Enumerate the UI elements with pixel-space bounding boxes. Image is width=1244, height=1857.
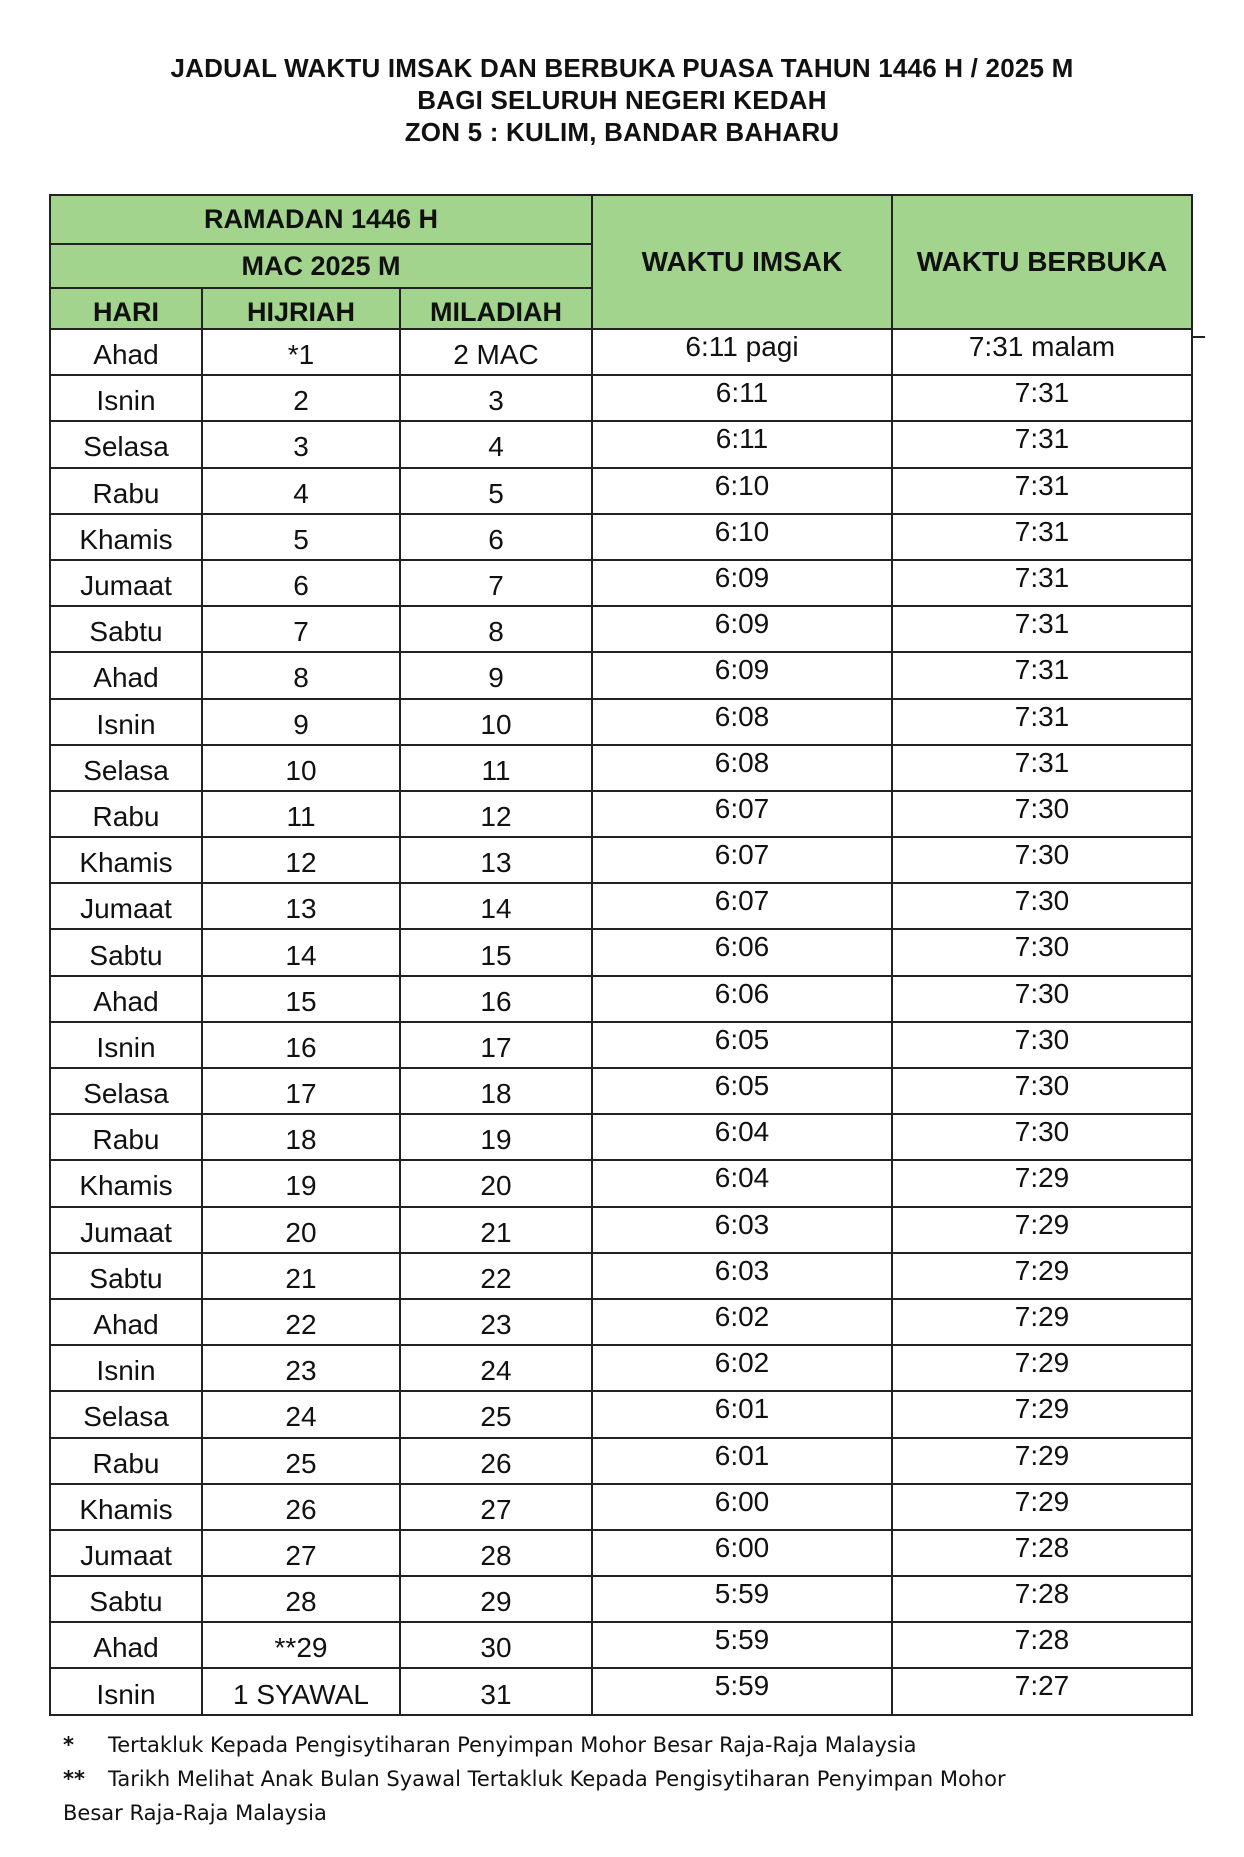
cell-waktu-berbuka: 7:30 [892, 976, 1192, 1022]
cell-waktu-berbuka: 7:31 [892, 606, 1192, 652]
cell-waktu-imsak: 6:04 [592, 1160, 892, 1206]
cell-hijriah: 21 [202, 1253, 400, 1299]
footnote-mark: * [63, 1733, 74, 1757]
table-row [50, 837, 1192, 883]
cell-waktu-berbuka: 7:29 [892, 1484, 1192, 1530]
cell-waktu-berbuka: 7:29 [892, 1345, 1192, 1391]
cell-waktu-imsak: 6:09 [592, 606, 892, 652]
cell-waktu-berbuka: 7:30 [892, 883, 1192, 929]
cell-hari: Ahad [50, 1622, 202, 1668]
footnote-mark: ** [63, 1767, 85, 1791]
cell-waktu-berbuka: 7:30 [892, 837, 1192, 883]
cell-hari: Selasa [50, 1068, 202, 1114]
table-row [50, 1576, 1192, 1622]
cell-miladiah: 10 [400, 699, 592, 745]
cell-hari: Isnin [50, 1345, 202, 1391]
cell-hari: Khamis [50, 837, 202, 883]
cell-waktu-imsak: 6:02 [592, 1345, 892, 1391]
cell-hari: Rabu [50, 791, 202, 837]
cell-miladiah: 2 MAC [400, 329, 592, 375]
cell-miladiah: 7 [400, 560, 592, 606]
cell-hijriah: 3 [202, 421, 400, 467]
cell-miladiah: 15 [400, 929, 592, 975]
cell-waktu-berbuka: 7:31 [892, 375, 1192, 421]
cell-hari: Selasa [50, 421, 202, 467]
table-row [50, 1253, 1192, 1299]
cell-hijriah: 22 [202, 1299, 400, 1345]
cell-waktu-berbuka: 7:31 [892, 699, 1192, 745]
table-edge-tick [1191, 336, 1205, 338]
cell-waktu-imsak: 6:00 [592, 1484, 892, 1530]
cell-miladiah: 12 [400, 791, 592, 837]
cell-hijriah: 20 [202, 1207, 400, 1253]
cell-waktu-imsak: 6:07 [592, 791, 892, 837]
cell-miladiah: 17 [400, 1022, 592, 1068]
table-row [50, 1114, 1192, 1160]
cell-waktu-imsak: 6:08 [592, 699, 892, 745]
cell-hari: Sabtu [50, 1576, 202, 1622]
cell-miladiah: 25 [400, 1391, 592, 1437]
table-row [50, 1160, 1192, 1206]
cell-waktu-imsak: 5:59 [592, 1622, 892, 1668]
cell-hari: Isnin [50, 1668, 202, 1714]
cell-waktu-berbuka: 7:29 [892, 1391, 1192, 1437]
cell-waktu-imsak: 6:06 [592, 976, 892, 1022]
cell-waktu-imsak: 6:07 [592, 883, 892, 929]
table-row [50, 1530, 1192, 1576]
cell-hijriah: 2 [202, 375, 400, 421]
cell-miladiah: 20 [400, 1160, 592, 1206]
cell-waktu-berbuka: 7:31 [892, 514, 1192, 560]
cell-waktu-imsak: 6:08 [592, 745, 892, 791]
cell-waktu-berbuka: 7:29 [892, 1299, 1192, 1345]
cell-miladiah: 16 [400, 976, 592, 1022]
cell-hijriah: 12 [202, 837, 400, 883]
cell-hijriah: 6 [202, 560, 400, 606]
cell-miladiah: 6 [400, 514, 592, 560]
table-row [50, 1438, 1192, 1484]
cell-hijriah: *1 [202, 329, 400, 375]
cell-waktu-imsak: 6:11 [592, 375, 892, 421]
cell-waktu-imsak: 6:00 [592, 1530, 892, 1576]
cell-waktu-imsak: 6:04 [592, 1114, 892, 1160]
cell-hijriah: 28 [202, 1576, 400, 1622]
cell-waktu-berbuka: 7:28 [892, 1622, 1192, 1668]
cell-hijriah: 24 [202, 1391, 400, 1437]
cell-waktu-imsak: 6:09 [592, 560, 892, 606]
cell-waktu-imsak: 6:11 [592, 421, 892, 467]
cell-hari: Jumaat [50, 560, 202, 606]
cell-hijriah: 17 [202, 1068, 400, 1114]
cell-hari: Khamis [50, 1160, 202, 1206]
footnote-2 [63, 1762, 1163, 1796]
cell-miladiah: 24 [400, 1345, 592, 1391]
table-row [50, 791, 1192, 837]
table-row [50, 1391, 1192, 1437]
cell-hari: Jumaat [50, 1207, 202, 1253]
cell-waktu-imsak: 6:03 [592, 1207, 892, 1253]
cell-hari: Sabtu [50, 606, 202, 652]
cell-hari: Sabtu [50, 1253, 202, 1299]
title-line-2: BAGI SELURUH NEGERI KEDAH [417, 85, 827, 115]
cell-waktu-imsak: 6:11 pagi [592, 329, 892, 375]
cell-hari: Khamis [50, 1484, 202, 1530]
cell-waktu-imsak: 5:59 [592, 1668, 892, 1714]
header-hijriah: HIJRIAH [202, 288, 400, 329]
table-row [50, 883, 1192, 929]
cell-waktu-imsak: 6:02 [592, 1299, 892, 1345]
cell-miladiah: 28 [400, 1530, 592, 1576]
footnote-text: Tertakluk Kepada Pengisytiharan Penyimpan Mohor Besar Raja-Raja Malaysia [108, 1733, 917, 1757]
cell-miladiah: 13 [400, 837, 592, 883]
cell-hari: Selasa [50, 1391, 202, 1437]
cell-hijriah: 13 [202, 883, 400, 929]
table-row [50, 468, 1192, 514]
table-row [50, 1207, 1192, 1253]
cell-waktu-berbuka: 7:31 [892, 560, 1192, 606]
table-row [50, 1484, 1192, 1530]
page-title [0, 52, 1244, 148]
footnotes [63, 1728, 1163, 1830]
table-row [50, 745, 1192, 791]
cell-waktu-berbuka: 7:28 [892, 1576, 1192, 1622]
table-row [50, 699, 1192, 745]
cell-waktu-imsak: 6:07 [592, 837, 892, 883]
cell-hari: Sabtu [50, 929, 202, 975]
table-row [50, 1299, 1192, 1345]
table-row [50, 375, 1192, 421]
cell-waktu-imsak: 6:06 [592, 929, 892, 975]
cell-hijriah: 9 [202, 699, 400, 745]
cell-hijriah: 8 [202, 652, 400, 698]
table-row [50, 1668, 1192, 1714]
cell-hijriah: 4 [202, 468, 400, 514]
cell-miladiah: 18 [400, 1068, 592, 1114]
cell-miladiah: 19 [400, 1114, 592, 1160]
cell-hari: Rabu [50, 1438, 202, 1484]
cell-hari: Isnin [50, 699, 202, 745]
cell-hijriah: **29 [202, 1622, 400, 1668]
cell-miladiah: 29 [400, 1576, 592, 1622]
cell-waktu-imsak: 6:01 [592, 1438, 892, 1484]
cell-waktu-berbuka: 7:31 malam [892, 329, 1192, 375]
cell-waktu-berbuka: 7:31 [892, 468, 1192, 514]
cell-hari: Ahad [50, 976, 202, 1022]
cell-waktu-imsak: 6:10 [592, 514, 892, 560]
cell-miladiah: 5 [400, 468, 592, 514]
table-row [50, 976, 1192, 1022]
footnote-2-continuation: Besar Raja-Raja Malaysia [63, 1801, 327, 1825]
cell-hari: Isnin [50, 375, 202, 421]
cell-hijriah: 23 [202, 1345, 400, 1391]
cell-waktu-berbuka: 7:30 [892, 1068, 1192, 1114]
schedule-table [49, 194, 1193, 1716]
table-row [50, 1345, 1192, 1391]
cell-hijriah: 16 [202, 1022, 400, 1068]
table-row [50, 560, 1192, 606]
cell-miladiah: 23 [400, 1299, 592, 1345]
cell-miladiah: 4 [400, 421, 592, 467]
cell-hijriah: 1 SYAWAL [202, 1668, 400, 1714]
cell-waktu-berbuka: 7:30 [892, 791, 1192, 837]
cell-miladiah: 31 [400, 1668, 592, 1714]
table-row [50, 929, 1192, 975]
cell-hari: Rabu [50, 468, 202, 514]
cell-hari: Rabu [50, 1114, 202, 1160]
table-body [50, 329, 1192, 1715]
cell-waktu-berbuka: 7:29 [892, 1207, 1192, 1253]
cell-waktu-berbuka: 7:31 [892, 745, 1192, 791]
footnote-text: Tarikh Melihat Anak Bulan Syawal Tertakluk Kepada Pengisytiharan Penyimpan Mohor [108, 1767, 1006, 1791]
cell-miladiah: 8 [400, 606, 592, 652]
cell-hari: Ahad [50, 329, 202, 375]
cell-hijriah: 15 [202, 976, 400, 1022]
header-waktu-berbuka: WAKTU BERBUKA [892, 195, 1192, 329]
cell-miladiah: 27 [400, 1484, 592, 1530]
cell-miladiah: 3 [400, 375, 592, 421]
cell-waktu-berbuka: 7:27 [892, 1668, 1192, 1714]
cell-waktu-imsak: 6:03 [592, 1253, 892, 1299]
header-hari: HARI [50, 288, 202, 329]
cell-waktu-berbuka: 7:29 [892, 1160, 1192, 1206]
cell-hijriah: 7 [202, 606, 400, 652]
table-row [50, 1022, 1192, 1068]
cell-waktu-imsak: 6:05 [592, 1022, 892, 1068]
table-row [50, 1068, 1192, 1114]
cell-waktu-berbuka: 7:31 [892, 652, 1192, 698]
cell-miladiah: 9 [400, 652, 592, 698]
table-row [50, 652, 1192, 698]
cell-waktu-berbuka: 7:30 [892, 1114, 1192, 1160]
table-row [50, 329, 1192, 375]
cell-hari: Jumaat [50, 883, 202, 929]
cell-miladiah: 22 [400, 1253, 592, 1299]
header-month: MAC 2025 M [50, 244, 592, 288]
table-row [50, 606, 1192, 652]
cell-hijriah: 27 [202, 1530, 400, 1576]
cell-hari: Selasa [50, 745, 202, 791]
cell-hari: Ahad [50, 652, 202, 698]
cell-hijriah: 18 [202, 1114, 400, 1160]
cell-hijriah: 19 [202, 1160, 400, 1206]
header-miladiah: MILADIAH [400, 288, 592, 329]
cell-hijriah: 25 [202, 1438, 400, 1484]
header-waktu-imsak: WAKTU IMSAK [592, 195, 892, 329]
cell-waktu-berbuka: 7:30 [892, 1022, 1192, 1068]
cell-hari: Isnin [50, 1022, 202, 1068]
cell-waktu-imsak: 6:10 [592, 468, 892, 514]
cell-waktu-berbuka: 7:28 [892, 1530, 1192, 1576]
cell-hijriah: 14 [202, 929, 400, 975]
cell-waktu-imsak: 6:09 [592, 652, 892, 698]
header-ramadan: RAMADAN 1446 H [50, 195, 592, 244]
cell-miladiah: 14 [400, 883, 592, 929]
footnote-1 [63, 1728, 1163, 1762]
title-line-3: ZON 5 : KULIM, BANDAR BAHARU [404, 117, 840, 147]
cell-waktu-berbuka: 7:29 [892, 1253, 1192, 1299]
cell-hijriah: 5 [202, 514, 400, 560]
cell-hari: Khamis [50, 514, 202, 560]
cell-hijriah: 26 [202, 1484, 400, 1530]
cell-miladiah: 26 [400, 1438, 592, 1484]
title-line-1: JADUAL WAKTU IMSAK DAN BERBUKA PUASA TAHUN 1446 H / 2025 M [170, 53, 1074, 83]
cell-waktu-berbuka: 7:29 [892, 1438, 1192, 1484]
cell-waktu-berbuka: 7:31 [892, 421, 1192, 467]
cell-waktu-berbuka: 7:30 [892, 929, 1192, 975]
table-row [50, 421, 1192, 467]
cell-hijriah: 10 [202, 745, 400, 791]
cell-miladiah: 11 [400, 745, 592, 791]
cell-hari: Ahad [50, 1299, 202, 1345]
table-row [50, 1622, 1192, 1668]
cell-miladiah: 21 [400, 1207, 592, 1253]
cell-waktu-imsak: 6:01 [592, 1391, 892, 1437]
cell-waktu-imsak: 5:59 [592, 1576, 892, 1622]
cell-miladiah: 30 [400, 1622, 592, 1668]
table-row [50, 514, 1192, 560]
cell-hijriah: 11 [202, 791, 400, 837]
cell-hari: Jumaat [50, 1530, 202, 1576]
cell-waktu-imsak: 6:05 [592, 1068, 892, 1114]
